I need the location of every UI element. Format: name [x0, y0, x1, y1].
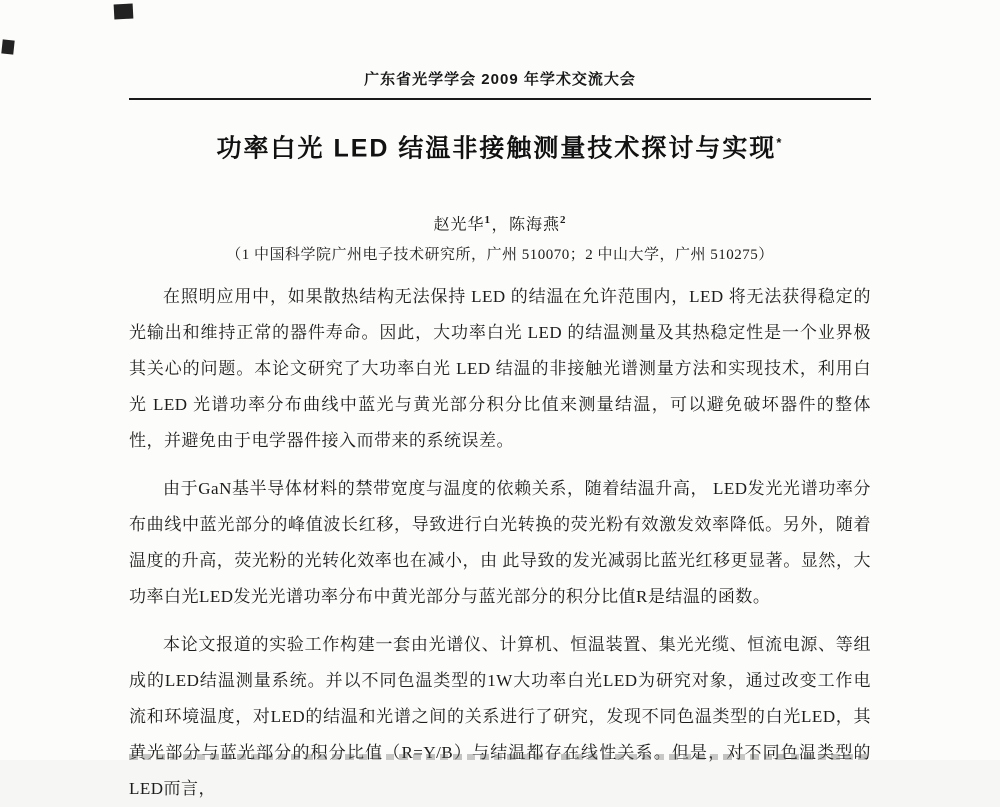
author-name-2: 陈海燕	[509, 216, 561, 234]
authors-line	[129, 209, 871, 236]
scan-artifact-top	[114, 4, 134, 20]
abstract-body	[129, 279, 871, 807]
author-separator: ，	[491, 216, 509, 234]
author-name-1: 赵光华	[433, 216, 485, 234]
author-affil-mark-2: 2	[560, 214, 567, 227]
header-divider	[129, 98, 871, 100]
paragraph-3: 本论文报道的实验工作构建一套由光谱仪、计算机、恒温装置、集光光缆、恒流电源、等组成的LED结温测量系统。并以不同色温类型的1W大功率白光LED为研究对象，通过改变工作电流和环境温度，对LED的结温和光谱之间的关系进行了研究，发现不同色温类型的白光LED，其黄光部分与蓝光部分的积分比值（R=Y/B）与结温都存在线性关系。但是，对不同色温类型的LED而言，	[129, 634, 871, 798]
scan-artifact-left	[1, 39, 14, 54]
paper-title-text: 功率白光 LED 结温非接触测量技术探讨与实现	[216, 134, 777, 163]
cutoff-line	[129, 754, 871, 760]
page-content	[129, 0, 871, 807]
paragraph-1: 在照明应用中，如果散热结构无法保持 LED 的结温在允许范围内，LED 将无法获得稳定的光输出和维持正常的器件寿命。因此，大功率白光 LED 的结温测量及其热稳定性是一个业界极其关心的问题。本论文研究了大功率白光 LED 结温的非接触光谱测量方法和实现技术，利用白光 LED 光谱功率分布曲线中蓝光与黄光部分积分比值来测量结温，可以避免破坏器件的整体性，并避免由于电学器件接入而带来的系统误差。	[129, 286, 871, 450]
paragraph-2: 由于GaN基半导体材料的禁带宽度与温度的依赖关系，随着结温升高， LED发光光谱功率分布曲线中蓝光部分的峰值波长红移，导致进行白光转换的荧光粉有效激发效率降低。另外，随着温度的升高，荧光粉的光转化效率也在减小，由 此导致的发光减弱比蓝光红移更显著。显然，大功率白光LED发光光谱功率分布中黄光部分与蓝光部分的积分比值R是结温的函数。	[129, 478, 871, 606]
affiliation-line: （1 中国科学院广州电子技术研究所，广州 510070；2 中山大学，广州 510275）	[226, 246, 774, 263]
conference-header: 广东省光学学会 2009 年学术交流大会	[364, 71, 636, 88]
paper-title	[129, 126, 871, 165]
title-footnote-mark: *	[776, 135, 784, 150]
author-affil-mark-1: 1	[484, 214, 491, 227]
